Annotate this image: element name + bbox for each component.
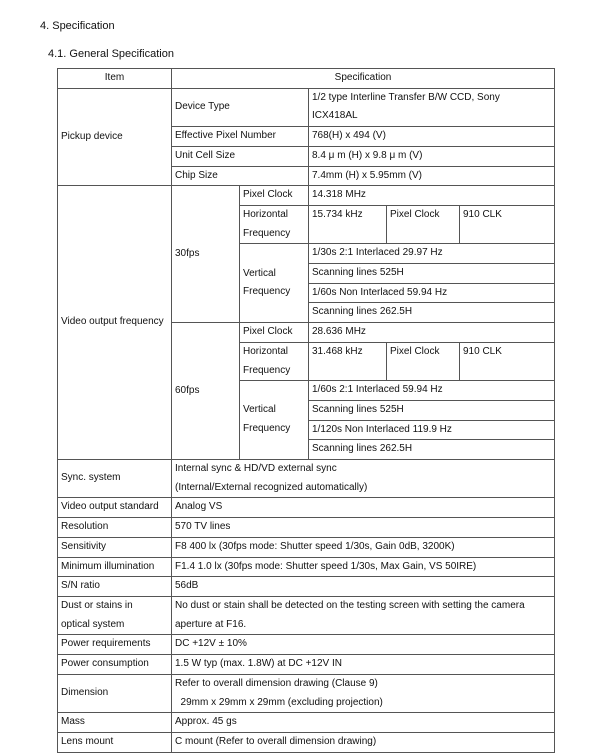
fps60-horizontal-pixclk-label: Pixel Clock [387, 342, 460, 380]
power-consumption-value: 1.5 W typ (max. 1.8W) at DC +12V IN [172, 655, 555, 675]
table-row [58, 537, 555, 557]
video-output-label: Video output frequency [58, 186, 172, 460]
dust-label-line1: Dust or stains in [61, 599, 133, 611]
fps30-horizontal-pixclk-value: 910 CLK [460, 205, 555, 243]
table-row [58, 498, 555, 518]
fps30-horizontal-pixclk-label: Pixel Clock [387, 205, 460, 243]
fps60-horizontal-label [240, 342, 309, 380]
table-row [58, 713, 555, 733]
fps60-horizontal-pixclk-value: 910 CLK [460, 342, 555, 380]
fps60-vertical-label [240, 381, 309, 460]
chip-size-value: 7.4mm (H) x 5.95mm (V) [309, 166, 555, 186]
table-row [58, 88, 555, 126]
fps60-pixel-clock-label: Pixel Clock [240, 323, 309, 343]
power-consumption-label: Power consumption [58, 655, 172, 675]
fps60-vertical-value-4: Scanning lines 262.5H [309, 440, 555, 460]
fps60-horizontal-value: 31.468 kHz [309, 342, 387, 380]
lens-mount-label: Lens mount [58, 732, 172, 752]
fps30-label: 30fps [172, 186, 240, 323]
dust-line1: No dust or stain shall be detected on the testing screen with setting the camera [175, 599, 525, 611]
resolution-value: 570 TV lines [172, 518, 555, 538]
table-row [58, 732, 555, 752]
table-row [58, 186, 555, 206]
sn-ratio-value: 56dB [172, 577, 555, 597]
sync-line2: (Internal/External recognized automatically) [175, 481, 368, 493]
dust-line2: aperture at F16. [175, 618, 247, 630]
min-illumination-value: F1.4 1.0 lx (30fps mode: Shutter speed 1/30s, Max Gain, VS 50IRE) [172, 557, 555, 577]
fps30-pixel-clock-label: Pixel Clock [240, 186, 309, 206]
fps30-vertical-value-4: Scanning lines 262.5H [309, 303, 555, 323]
header-item: Item [58, 69, 172, 89]
power-requirements-value: DC +12V ± 10% [172, 635, 555, 655]
fps30-pixel-clock-value: 14.318 MHz [309, 186, 555, 206]
video-standard-label: Video output standard [58, 498, 172, 518]
sync-system-value [172, 460, 555, 498]
dimension-line1: Refer to overall dimension drawing (Clause 9) [175, 677, 378, 689]
pickup-device-label: Pickup device [58, 88, 172, 186]
effective-pixel-label: Effective Pixel Number [172, 127, 309, 147]
fps30-horizontal-value: 15.734 kHz [309, 205, 387, 243]
fps30-horizontal-line1: Horizontal [243, 208, 289, 220]
fps30-vertical-value-1: 1/30s 2:1 Interlaced 29.97 Hz [309, 244, 555, 264]
section-heading: 4. Specification [40, 20, 115, 32]
fps30-horizontal-label [240, 205, 309, 243]
table-row [58, 655, 555, 675]
dust-label-line2: optical system [61, 618, 125, 630]
table-header-row [58, 69, 555, 89]
fps60-horizontal-line2: Frequency [243, 364, 291, 376]
table-row [58, 557, 555, 577]
lens-mount-value: C mount (Refer to overall dimension drawing) [172, 732, 555, 752]
fps60-vertical-value-1: 1/60s 2:1 Interlaced 59.94 Hz [309, 381, 555, 401]
table-row [58, 518, 555, 538]
fps60-vertical-line2: Frequency [243, 423, 291, 435]
dust-label [58, 596, 172, 634]
sn-ratio-label: S/N ratio [58, 577, 172, 597]
table-row [58, 577, 555, 597]
mass-label: Mass [58, 713, 172, 733]
fps30-vertical-value-3: 1/60s Non Interlaced 59.94 Hz [309, 283, 555, 303]
dimension-line2: 29mm x 29mm x 29mm (excluding projection) [175, 696, 383, 708]
video-standard-value: Analog VS [172, 498, 555, 518]
fps30-horizontal-line2: Frequency [243, 227, 291, 239]
fps60-vertical-line1: Vertical [243, 404, 276, 416]
power-requirements-label: Power requirements [58, 635, 172, 655]
device-type-value [309, 88, 555, 126]
table-row [58, 596, 555, 634]
sensitivity-value: F8 400 lx (30fps mode: Shutter speed 1/30s, Gain 0dB, 3200K) [172, 537, 555, 557]
fps30-vertical-line2: Frequency [243, 286, 291, 298]
device-type-line1: 1/2 type Interline Transfer B/W CCD, Sony [312, 91, 500, 103]
table-row [58, 674, 555, 712]
dimension-label: Dimension [58, 674, 172, 712]
fps60-vertical-value-2: Scanning lines 525H [309, 400, 555, 420]
dust-value [172, 596, 555, 634]
header-specification: Specification [172, 69, 555, 89]
fps30-vertical-label [240, 244, 309, 323]
min-illumination-label: Minimum illumination [58, 557, 172, 577]
sync-line1: Internal sync & HD/VD external sync [175, 463, 337, 475]
table-row [58, 635, 555, 655]
spec-table [57, 68, 555, 753]
dimension-value [172, 674, 555, 712]
table-row [58, 460, 555, 498]
subsection-heading: 4.1. General Specification [48, 48, 174, 60]
unit-cell-value: 8.4 μ m (H) x 9.8 μ m (V) [309, 146, 555, 166]
fps60-vertical-value-3: 1/120s Non Interlaced 119.9 Hz [309, 420, 555, 440]
chip-size-label: Chip Size [172, 166, 309, 186]
device-type-line2: ICX418AL [312, 110, 358, 122]
fps30-vertical-line1: Vertical [243, 267, 276, 279]
fps60-label: 60fps [172, 323, 240, 460]
fps60-horizontal-line1: Horizontal [243, 345, 289, 357]
fps30-vertical-value-2: Scanning lines 525H [309, 264, 555, 284]
fps60-pixel-clock-value: 28.636 MHz [309, 323, 555, 343]
sensitivity-label: Sensitivity [58, 537, 172, 557]
mass-value: Approx. 45 gs [172, 713, 555, 733]
unit-cell-label: Unit Cell Size [172, 146, 309, 166]
effective-pixel-value: 768(H) x 494 (V) [309, 127, 555, 147]
sync-system-label: Sync. system [58, 460, 172, 498]
device-type-label: Device Type [172, 88, 309, 126]
resolution-label: Resolution [58, 518, 172, 538]
